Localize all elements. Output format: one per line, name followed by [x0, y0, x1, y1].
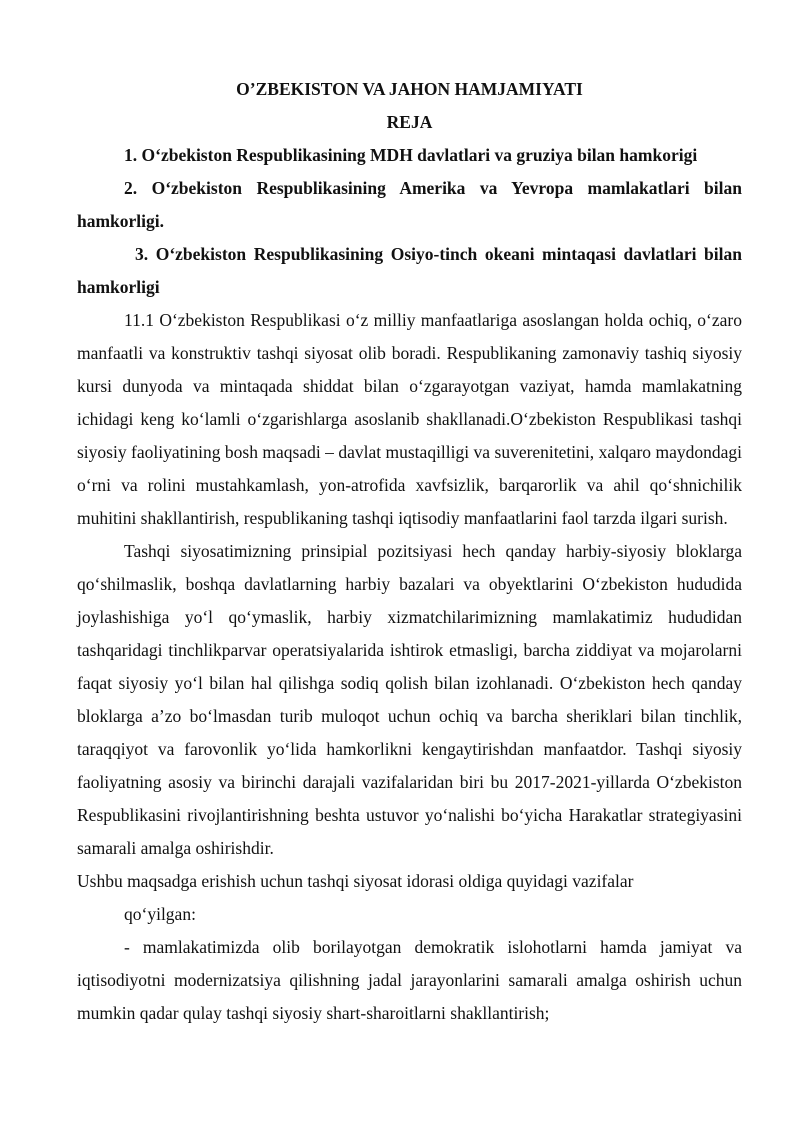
paragraph-3-continuation: qo‘yilgan: [124, 904, 196, 924]
plan-item-1: 1. O‘zbekiston Respublikasining MDH davlatlari va gruziya bilan hamkorigi [124, 145, 698, 165]
plan-heading: REJA [386, 112, 433, 132]
paragraph-1: 11.1 O‘zbekiston Respublikasi o‘z milliy manfaatlariga asoslangan holda ochiq, o‘zaro manfaatli va konstruktiv tashqi siyosat olib boradi. Respublikaning zamonaviy tashiq siyosiy kursi dunyoda va mintaqada shiddat bilan o‘zgarayotgan vaziyat, hamda mamlakatning ichidagi keng ko‘lamli o‘zgarishlarga asoslanib shakllanadi.O‘zbekiston Respublikasi tashqi siyosiy faoliyatining bosh maqsadi – davlat mustaqilligi va suverenitetini, xalqaro maydondagi o‘rni va rolini mustahkamlash, yon-atrofida xavfsizlik, barqarorlik va ahil qo‘shnichilik muhitini shakllantirish, respublikaning tashqi iqtisodiy manfaatlarini faol tarzda ilgari surish. [77, 310, 742, 528]
plan-item-3: 3. O‘zbekiston Respublikasining Osiyo-tinch okeani mintaqasi davlatlari bilan hamkorligi [77, 244, 742, 297]
plan-item-2: 2. O‘zbekiston Respublikasining Amerika va Yevropa mamlakatlari bilan hamkorligi. [77, 178, 742, 231]
document-title: O’ZBEKISTON VA JAHON HAMJAMIYATI [236, 79, 583, 99]
paragraph-2: Tashqi siyosatimizning prinsipial pozitsiyasi hech qanday harbiy-siyosiy bloklarga qo‘shilmaslik, boshqa davlatlarning harbiy bazalari va obyektlarini O‘zbekiston hududida joylashishiga yo‘l qo‘ymaslik, harbiy xizmatchilarimizning mamlakatimiz hududidan tashqaridagi tinchlikparvar operatsiyalarida ishtirok etmasligi, barcha ziddiyat va mojarolarni faqat siyosiy yo‘l bilan hal qilishga sodiq qolish bilan izohlanadi. O‘zbekiston hech qanday bloklarga a’zo bo‘lmasdan turib muloqot uchun ochiq va barcha sheriklari bilan tinchlik, taraqqiyot va farovonlik yo‘lida hamkorlikni kengaytirishdan manfaatdor. Tashqi siyosiy faoliyatning asosiy va birinchi darajali vazifalaridan biri bu 2017-2021-yillarda O‘zbekiston Respublikasini rivojlantirishning beshta ustuvor yo‘nalishi bo‘yicha Harakatlar strategiyasini samarali amalga oshirishdir. [77, 541, 742, 858]
paragraph-4: - mamlakatimizda olib borilayotgan demokratik islohotlarni hamda jamiyat va iqtisodiyotni modernizatsiya qilishning jadal jarayonlarini samarali amalga oshirish uchun mumkin qadar qulay tashqi siyosiy shart-sharoitlarni shakllantirish; [77, 937, 742, 1023]
paragraph-3: Ushbu maqsadga erishish uchun tashqi siyosat idorasi oldiga quyidagi vazifalar [77, 871, 634, 891]
